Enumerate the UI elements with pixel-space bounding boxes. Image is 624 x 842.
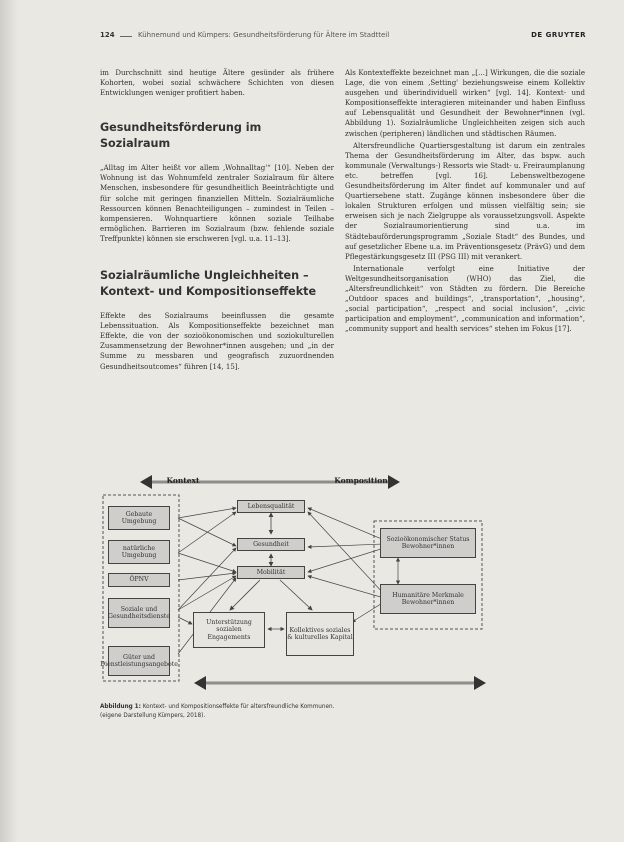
box-unterstuetzung-engagement: Unterstützung sozialen Engagements bbox=[193, 612, 265, 648]
paragraph-kontext: Als Kontexteffekte bezeichnet man „[…] Wirkungen, die die soziale Lage, die von einem ‚Setting' beziehungsweise einem Kollektiv ausgehen und überindividuell wirken“ [vgl. 14]. Kontext- und Kompositionseffekte interagieren miteinander und haben Einfluss auf Lebensqualität und Gesundheit der Bewohner*innen (vgl. Abbildung 1). Sozialräumliche Ungleichheiten zeigen sich auch zwischen (peripheren) ländlichen und städtischen Räumen. bbox=[345, 69, 585, 138]
box-gebaute-umgebung: Gebaute Umgebung bbox=[108, 506, 170, 530]
label-komposition: Komposition bbox=[334, 476, 388, 485]
box-soziooekonomischer-status: Sozioökonomischer Status Bewohner*innen bbox=[380, 528, 476, 558]
right-column bbox=[345, 68, 585, 336]
section-heading-2: Sozialräumliche Ungleichheiten – Kontext- und Kompositionseffekte bbox=[100, 269, 317, 299]
paragraph-sozialraum: „Alltag im Alter heißt vor allem ‚Wohnalltag'“ [10]. Neben der Wohnung ist das Wohnumfeld zentraler Sozialraum für ältere Menschen, insbesondere für gesundheitlich Beeinträchtigte und für solche mit geringen finanziellen Mitteln. Sozialräumliche Ressourcen können Benachteiligungen – zumindest in Teilen – kompensieren. Wohnquartiere können soziale Teilhabe ermöglichen. Barrieren im Sozialraum (bzw. fehlende soziale Treffpunkte) können sie erschweren [vgl. u.a. 11–13]. bbox=[100, 164, 334, 243]
box-gueter-dienstleistungen: Güter und Dienstleistungsangebote bbox=[108, 646, 170, 676]
box-oepnv: ÖPNV bbox=[108, 573, 170, 587]
paragraph-komposition: Effekte des Sozialraums beeinflussen die gesamte Lebenssituation. Als Kompositionseffekte bezeichnet man Effekte, die von der sozioökonomischen und soziokulturellen Zusammensetzung der Bewohner*innen ausgehen; und „in der Summe zu messbaren und geografisch zuzuordnenden Gesundheitsoutcomes“ führen [14, 15]. bbox=[100, 312, 334, 371]
box-natuerliche-umgebung: natürliche Umgebung bbox=[108, 540, 170, 564]
running-title: Kühnemund und Kümpers: Gesundheitsförderung für Ältere im Stadtteil bbox=[138, 31, 390, 39]
paragraph-quartier: Altersfreundliche Quartiersgestaltung ist darum ein zentrales Thema der Gesundheitsförderung im Alter, das bspw. auch kommunale (Verwaltungs-) Ressorts wie Stadt- u. Freiraumplanung etc. betreffen [vgl. 16]. Lebensweltbezogene Gesundheitsförderung im Alter findet auf kommunaler und auf Quartiersebene statt. Zugänge können insbesondere über die lokalen Strukturen erfolgen und müssen vielfältig sein; sie erweisen sich je nach Zielgruppe als voraussetzungsvoll. Aspekte der Sozialraumorientierung sind u.a. im Städtebauförderungsprogramm „Soziale Stadt“ des Bundes, und auf gesetzlicher Ebene u.a. im Präventionsgesetz (PrävG) und dem Pflegestärkungsgesetz III (PSG III) mit verankert. bbox=[345, 141, 585, 261]
page-binding-shadow bbox=[0, 0, 18, 842]
box-gesundheit: Gesundheit bbox=[237, 538, 305, 551]
publisher-logo: DE GRUYTER bbox=[531, 31, 586, 39]
header-dash bbox=[120, 36, 132, 37]
figure-caption bbox=[100, 703, 460, 720]
box-kollektives-kapital: Kollektives soziales & kulturelles Kapital bbox=[286, 612, 354, 656]
intro-paragraph: im Durchschnitt sind heutige Ältere gesünder als frühere Kohorten, wobei sozial schwächere Schichten von diesen Entwicklungen weniger profitiert haben. bbox=[100, 69, 334, 98]
page-number: 124 bbox=[100, 31, 115, 39]
paragraph-who: Internationale verfolgt eine Initiative der Weltgesundheitsorganisation (WHO) das Ziel, die „Altersfreundlichkeit“ von Städten zu fördern. Die Bereiche „Outdoor spaces and buildings“, „transportation“, „housing“, „social participation“, „respect and social inclusion“, „civic participation and employment“, „communication and information“, „community support and health services“ stehen im Fokus [17]. bbox=[345, 264, 585, 334]
figure-1 bbox=[100, 472, 584, 694]
left-column bbox=[100, 68, 334, 374]
box-soziale-gesundheitsdienste: Soziale und Gesundheitsdienste bbox=[108, 598, 170, 628]
label-kontext: Kontext bbox=[166, 476, 200, 485]
box-humanitaere-merkmale: Humanitäre Merkmale Bewohner*innen bbox=[380, 584, 476, 614]
caption-source: (eigene Darstellung Kümpers, 2018). bbox=[100, 712, 206, 719]
caption-text: Kontext- und Kompositionseffekte für altersfreundliche Kommunen. bbox=[142, 704, 335, 710]
arrow-left-head bbox=[140, 475, 152, 489]
running-header bbox=[100, 31, 586, 43]
box-lebensqualitaet: Lebensqualität bbox=[237, 500, 305, 513]
section-heading-1: Gesundheitsförderung im Sozialraum bbox=[100, 121, 262, 151]
box-mobilitaet: Mobilität bbox=[237, 566, 305, 579]
caption-label: Abbildung 1: bbox=[100, 704, 141, 710]
